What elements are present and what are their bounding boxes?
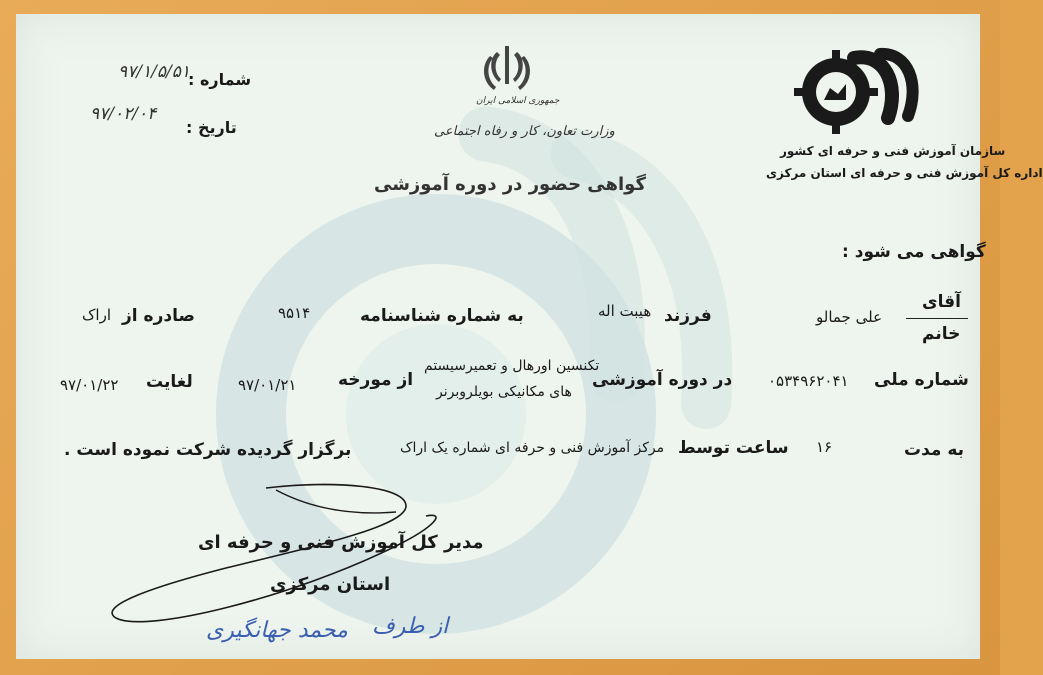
org-name-line2: اداره کل آموزش فنی و حرفه ای استان مرکزی xyxy=(766,166,1043,180)
duration-label: به مدت xyxy=(904,440,965,460)
mr-label: آقای xyxy=(922,292,961,312)
duration-value: ۱۶ xyxy=(816,438,833,456)
number-value: ۹۷/۱/۵/۵۱ xyxy=(118,62,190,82)
training-center: مرکز آموزش فنی و حرفه ای شماره یک اراک xyxy=(400,440,665,456)
hours-by-label: ساعت توسط xyxy=(678,438,789,458)
course-label: در دوره آموزشی xyxy=(592,370,733,390)
father-name: هیبت اله xyxy=(598,302,652,320)
org-name-line1: سازمان آموزش فنی و حرفه ای کشور xyxy=(780,144,1006,158)
director-title-line1: مدیر کل آموزش فنی و حرفه ای xyxy=(198,532,484,553)
signature-scribble xyxy=(76,476,476,636)
course-name-line2: های مکانیکی بویلروبرنر xyxy=(436,384,572,400)
mrs-label: خانم xyxy=(922,324,961,344)
title-divider xyxy=(906,318,968,319)
from-date-value: ۹۷/۰۱/۲۱ xyxy=(238,376,297,394)
certificate-paper xyxy=(16,14,1043,659)
ministry-name: وزارت تعاون، کار و رفاه اجتماعی xyxy=(434,124,615,139)
iran-emblem-icon xyxy=(479,42,535,96)
id-number-label: به شماره شناسنامه xyxy=(360,306,524,326)
on-behalf-label: از طرف xyxy=(372,614,449,639)
organization-logo-icon xyxy=(794,36,924,136)
child-of-label: فرزند xyxy=(664,306,712,326)
intro-text: گواهی می شود : xyxy=(842,242,986,262)
national-id-value: ۰۵۳۴۹۶۲۰۴۱ xyxy=(768,372,849,390)
closing-statement: برگزار گردیده شرکت نموده است . xyxy=(64,440,352,460)
director-title-line2: استان مرکزی xyxy=(270,574,391,595)
to-date-value: ۹۷/۰۱/۲۲ xyxy=(60,376,119,394)
date-value: ۹۷/۰۲/۰۴ xyxy=(90,104,157,124)
to-date-label: لغایت xyxy=(146,372,193,392)
national-id-label: شماره ملی xyxy=(874,370,969,390)
person-name: علی جمالو xyxy=(816,308,883,326)
emblem-caption: جمهوری اسلامی ایران xyxy=(476,96,560,106)
from-date-label: از مورخه xyxy=(338,370,414,390)
issued-from-label: صادره از xyxy=(122,306,195,326)
certificate-title: گواهی حضور در دوره آموزشی xyxy=(374,174,646,195)
issued-from-value: اراک xyxy=(82,306,112,324)
signer-name: محمد جهانگیری xyxy=(206,618,348,643)
id-number-value: ۹۵۱۴ xyxy=(278,304,311,322)
date-label: تاریخ : xyxy=(186,118,237,137)
course-name-line1: تکنسین اورهال و تعمیرسیستم xyxy=(424,358,600,374)
number-label: شماره : xyxy=(188,70,252,89)
